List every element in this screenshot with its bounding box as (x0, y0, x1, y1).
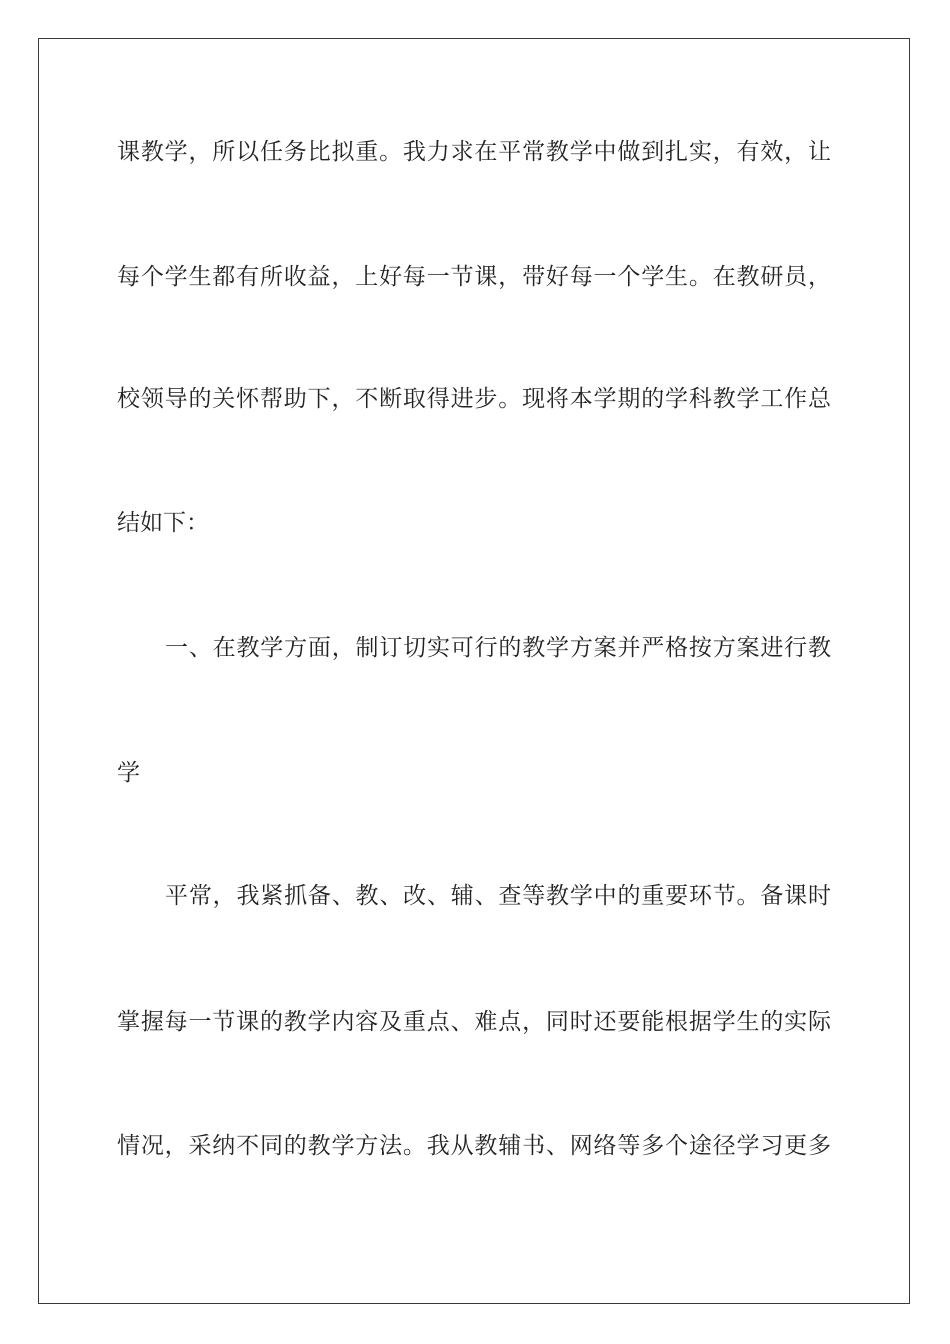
text-line: 学 (117, 760, 140, 786)
paragraph-start-line: 平常，我紧抓备、教、改、辅、查等教学中的重要环节。备课时 (165, 883, 831, 909)
section-heading-line: 一、在教学方面，制订切实可行的教学方案并严格按方案进行教 (165, 635, 831, 661)
text-line: 掌握每一节课的教学内容及重点、难点，同时还要能根据学生的实际 (117, 1009, 831, 1035)
text-line: 情况，采纳不同的教学方法。我从教辅书、网络等多个途径学习更多 (117, 1133, 831, 1159)
text-line: 课教学，所以任务比拟重。我力求在平常教学中做到扎实，有效，让 (117, 139, 831, 165)
text-line: 校领导的关怀帮助下，不断取得进步。现将本学期的学科教学工作总 (117, 386, 831, 412)
text-line: 结如下： (117, 510, 209, 536)
page-frame (38, 38, 910, 1304)
text-line: 每个学生都有所收益，上好每一节课，带好每一个学生。在教研员， (117, 264, 831, 290)
